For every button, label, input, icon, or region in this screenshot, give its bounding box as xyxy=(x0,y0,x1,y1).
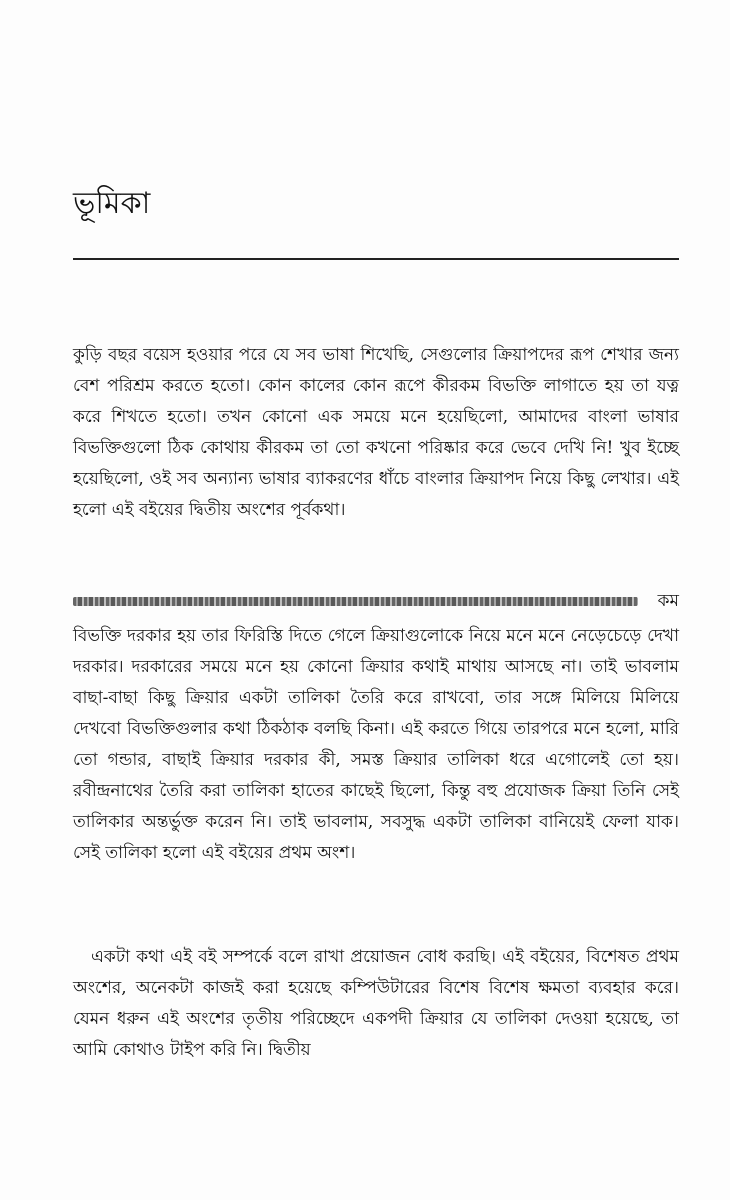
smudged-text-line xyxy=(73,590,679,612)
paragraph-1: কুড়ি বছর বয়েস হওয়ার পরে যে সব ভাষা শিখেছি, সেগুলোর ক্রিয়াপদের রূপ শেখার জন্য বেশ পরিশ্রম করতে হতো। কোন কালের কোন রূপে কীরকম বিভক্তি লাগাতে হয় তা যত্ন করে শিখতে হতো। তখন কোনো এক সময়ে মনে হয়েছিলো, আমাদের বাংলা ভাষার বিভক্তিগুলো ঠিক কোথায় কীরকম তা তো কখনো পরিষ্কার করে ভেবে দেখি নি! খুব ইচ্ছে হয়েছিলো, ওই সব অন্যান্য ভাষার ব্যাকরণের ধাঁচে বাংলার ক্রিয়াপদ নিয়ে কিছু লেখার। এই হলো এই বইয়ের দ্বিতীয় অংশের পূর্বকথা। xyxy=(73,345,679,520)
paragraph-2: বিভক্তি দরকার হয় তার ফিরিস্তি দিতে গেলে ক্রিয়াগুলোকে নিয়ে মনে মনে নেড়েচেড়ে দেখা দরকার। দরকারের সময়ে মনে হয় কোনো ক্রিয়ার কথাই মাথায় আসছে না। তাই ভাবলাম বাছা-বাছা কিছু ক্রিয়ার একটা তালিকা তৈরি করে রাখবো, তার সঙ্গে মিলিয়ে মিলিয়ে দেখবো বিভক্তিগুলার কথা ঠিকঠাক বলছি কিনা। এই করতে গিয়ে তারপরে মনে হলো, মারি তো গন্ডার, বাছাই ক্রিয়ার দরকার কী, সমস্ত ক্রিয়ার তালিকা ধরে এগোলেই তো হয়। রবীন্দ্রনাথের তৈরি করা তালিকা হাতের কাছেই ছিলো, কিন্তু বহু প্রযোজক ক্রিয়া তিনি সেই তালিকার অন্তর্ভুক্ত করেন নি। তাই ভাবলাম, সবসুদ্ধ একটা তালিকা বানিয়েই ফেলা যাক। সেই তালিকা হলো এই বইয়ের প্রথম অংশ। xyxy=(73,626,679,863)
paragraph-3: একটা কথা এই বই সম্পর্কে বলে রাখা প্রয়োজন বোধ করছি। এই বইয়ের, বিশেষত প্রথম অংশের, অনেকটা কাজই করা হয়েছে কম্পিউটারের বিশেষ বিশেষ ক্ষমতা ব্যবহার করে। যেমন ধরুন এই অংশের তৃতীয় পরিচ্ছেদে একপদী ক্রিয়ার যে তালিকা দেওয়া হয়েছে, তা আমি কোথাও টাইপ করি নি। দ্বিতীয় xyxy=(73,947,679,1060)
smudged-ink xyxy=(73,597,638,606)
page-title: ভূমিকা xyxy=(73,186,151,221)
title-divider xyxy=(73,258,679,260)
smudged-line-tail: কম xyxy=(657,591,679,611)
